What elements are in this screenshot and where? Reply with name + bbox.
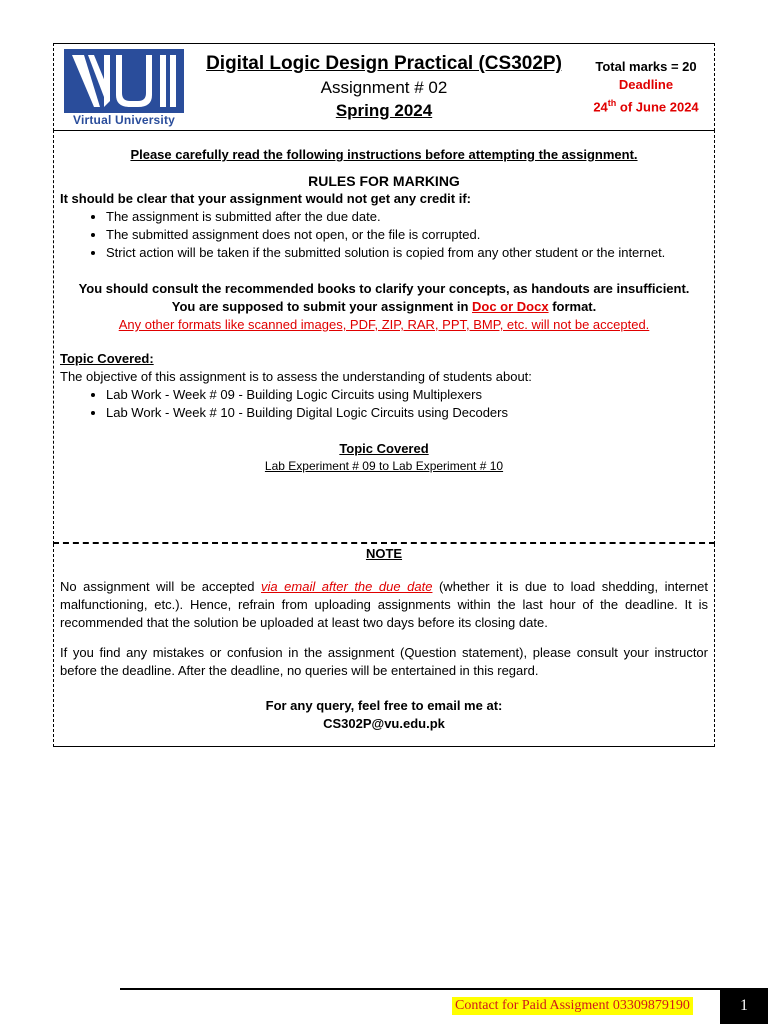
rules-list [60,208,708,262]
list-item: • Lab Work - Week # 09 - Building Logic Circuits using Multiplexers [106,386,708,404]
topic-covered-title: Topic Covered [339,441,429,456]
no-credit-intro: It should be clear that your assignment would not get any credit if: [60,191,471,206]
query-line: For any query, feel free to email me at: [265,698,503,713]
note-box [53,544,715,747]
header-box [53,43,715,131]
rules-heading: RULES FOR MARKING [308,173,460,189]
other-formats-warning: Any other formats like scanned images, PDF, ZIP, RAR, PPT, BMP, etc. will not be accepted. [118,317,650,332]
list-item: • Lab Work - Week # 10 - Building Digital Logic Circuits using Decoders [106,404,708,422]
total-marks: Total marks = 20 [595,59,697,74]
contact-email[interactable]: CS302P@vu.edu.pk [323,716,445,731]
instructions-content [60,146,708,474]
footer-rule [120,988,768,990]
marks-deadline-block [586,58,706,116]
footer-contact: Contact for Paid Assigment 03309879190 [452,997,693,1015]
list-item: • The submitted assignment does not open, or the file is corrupted. [106,226,708,244]
deadline-date: 24th of June 2024 [593,98,699,115]
topics-list [60,386,708,422]
vu-logo [64,49,184,127]
topic-heading: Topic Covered: [60,351,154,366]
note-paragraph-2: If you find any mistakes or confusion in the assignment (Question statement), please consult your instructor before the deadline. After the deadline, no queries will be entertained in this regard. [60,645,708,678]
list-item: • The assignment is submitted after the due date. [106,208,708,226]
instructions-box [53,130,715,544]
list-item: • Strict action will be taken if the submitted solution is copied from any other student or the internet. [106,244,708,262]
topic-covered-value: Lab Experiment # 09 to Lab Experiment # 10 [264,459,504,473]
objective: The objective of this assignment is to assess the understanding of students about: [60,369,532,384]
format-line: You are supposed to submit your assignment in Doc or Docx format. [171,299,597,314]
logo-text: Virtual University [72,113,176,127]
instructions-intro: Please carefully read the following instructions before attempting the assignment. [130,147,638,162]
format-value: Doc or Docx [472,299,549,314]
note-content [60,545,708,733]
semester: Spring 2024 [335,101,433,120]
page-number: 1 [720,990,768,1024]
email-deadline-highlight: via email after the due date [261,579,433,594]
deadline-label: Deadline [618,77,674,92]
consult-books: You should consult the recommended books to clarify your concepts, as handouts are insufficient. [78,281,690,296]
note-heading: NOTE [365,546,403,561]
assignment-number: Assignment # 02 [320,78,448,97]
vu-logo-icon [64,49,184,113]
header-title-block [194,52,574,122]
course-title: Digital Logic Design Practical (CS302P) [206,53,562,74]
note-paragraph-1: No assignment will be accepted via email after the due date (whether it is due to load shedding, internet malfunctioning, etc.). Hence, refrain from uploading assignments within the last hour of the deadline. It is recommended that the solution be uploaded at least two days before its closing date. [60,579,709,630]
